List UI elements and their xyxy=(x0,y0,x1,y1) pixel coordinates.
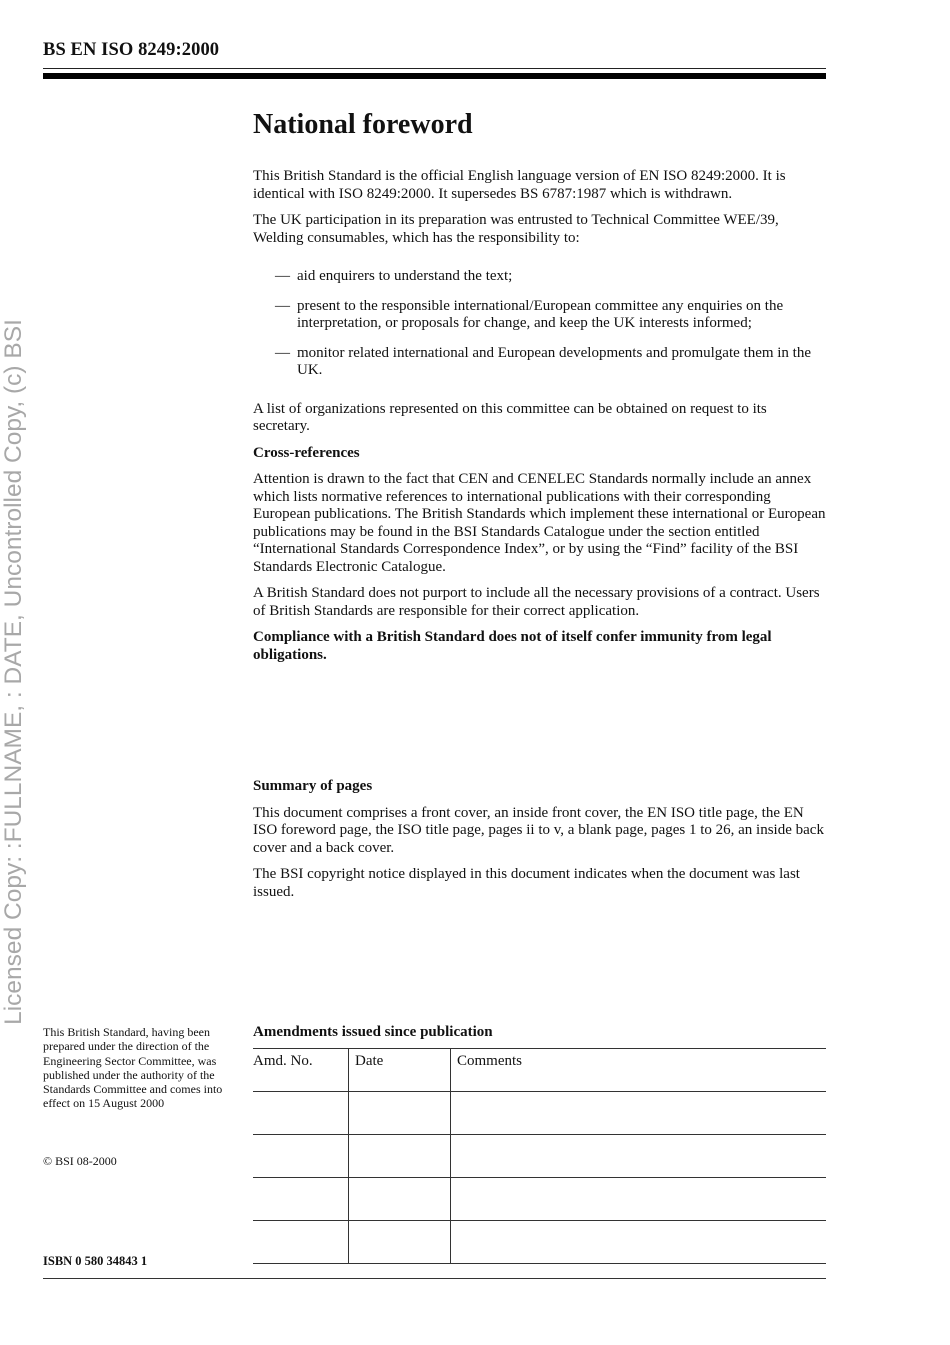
dash-bullet: — xyxy=(275,344,290,361)
compliance-statement: Compliance with a British Standard does not of itself confer immunity from legal obligations. xyxy=(253,629,772,663)
paragraph: A British Standard does not purport to include all the necessary provisions of a contract. Users of British Standards are responsible for their correct application. xyxy=(253,585,820,619)
column-header: Amd. No. xyxy=(253,1049,349,1092)
list-item-text: monitor related international and European developments and promulgate them in the UK. xyxy=(297,344,812,378)
column-header: Comments xyxy=(451,1049,827,1092)
table-header-row xyxy=(253,1049,826,1092)
column-header: Date xyxy=(349,1049,451,1092)
amendments-table xyxy=(253,1048,826,1264)
header-rule-thick xyxy=(43,73,826,79)
list-item-text: present to the responsible international/European committee any enquiries on the interpretation, or proposals for change, and keep the UK interests informed; xyxy=(297,297,784,331)
footer-rule xyxy=(43,1278,826,1279)
dash-bullet: — xyxy=(275,268,290,284)
summary-section xyxy=(253,778,827,910)
responsibility-list xyxy=(253,268,827,380)
paragraph: A list of organizations represented on this committee can be obtained on request to its secretary. xyxy=(253,400,767,434)
table-row xyxy=(253,1221,826,1264)
section-heading: Cross-references xyxy=(253,444,360,461)
paragraph: The BSI copyright notice displayed in this document indicates when the document was last issued. xyxy=(253,866,800,900)
list-item xyxy=(253,345,827,380)
table-row xyxy=(253,1178,826,1221)
paragraph: Attention is drawn to the fact that CEN and CENELEC Standards normally include an annex which lists normative references to international publications with their corresponding European publications. The British Standards which implement these international or European publications may be found in the BSI Standards Catalogue under the section entitled “International Standards Correspondence Index”, or by using the “Find” facility of the BSI Standards Electronic Catalogue. xyxy=(253,471,826,575)
dash-bullet: — xyxy=(275,297,290,314)
list-item xyxy=(253,298,827,333)
header-rule-thin xyxy=(43,68,826,69)
paragraph: The UK participation in its preparation was entrusted to Technical Committee WEE/39, Welding consumables, which has the responsibility to: xyxy=(253,212,779,246)
isbn: ISBN 0 580 34843 1 xyxy=(43,1254,148,1268)
paragraph: This document comprises a front cover, an inside front cover, the EN ISO title page, the EN ISO foreword page, the ISO title page, pages ii to v, a blank page, pages 1 to 26, an inside back cover and a back cover. xyxy=(253,804,824,856)
amendments-title: Amendments issued since publication xyxy=(253,1024,493,1040)
publication-note: This British Standard, having been prepared under the direction of the Engineering Sector Committee, was published under the authority of the Standards Committee and comes into effect on 15 August 2000 xyxy=(43,1025,223,1111)
section-heading: Summary of pages xyxy=(253,778,373,794)
national-foreword-section xyxy=(253,108,827,673)
license-watermark: Licensed Copy: :FULLNAME, : DATE, Uncontrolled Copy, (c) BSI xyxy=(0,319,27,1025)
table-row xyxy=(253,1135,826,1178)
document-number: BS EN ISO 8249:2000 xyxy=(43,40,220,60)
table-row xyxy=(253,1092,826,1135)
list-item-text: aid enquirers to understand the text; xyxy=(297,268,513,284)
page-title: National foreword xyxy=(253,109,473,140)
list-item xyxy=(253,268,827,286)
copyright-notice: © BSI 08-2000 xyxy=(43,1154,117,1168)
paragraph: This British Standard is the official English language version of EN ISO 8249:2000. It is identical with ISO 8249:2000. It supersedes BS 6787:1987 which is withdrawn. xyxy=(253,168,786,202)
